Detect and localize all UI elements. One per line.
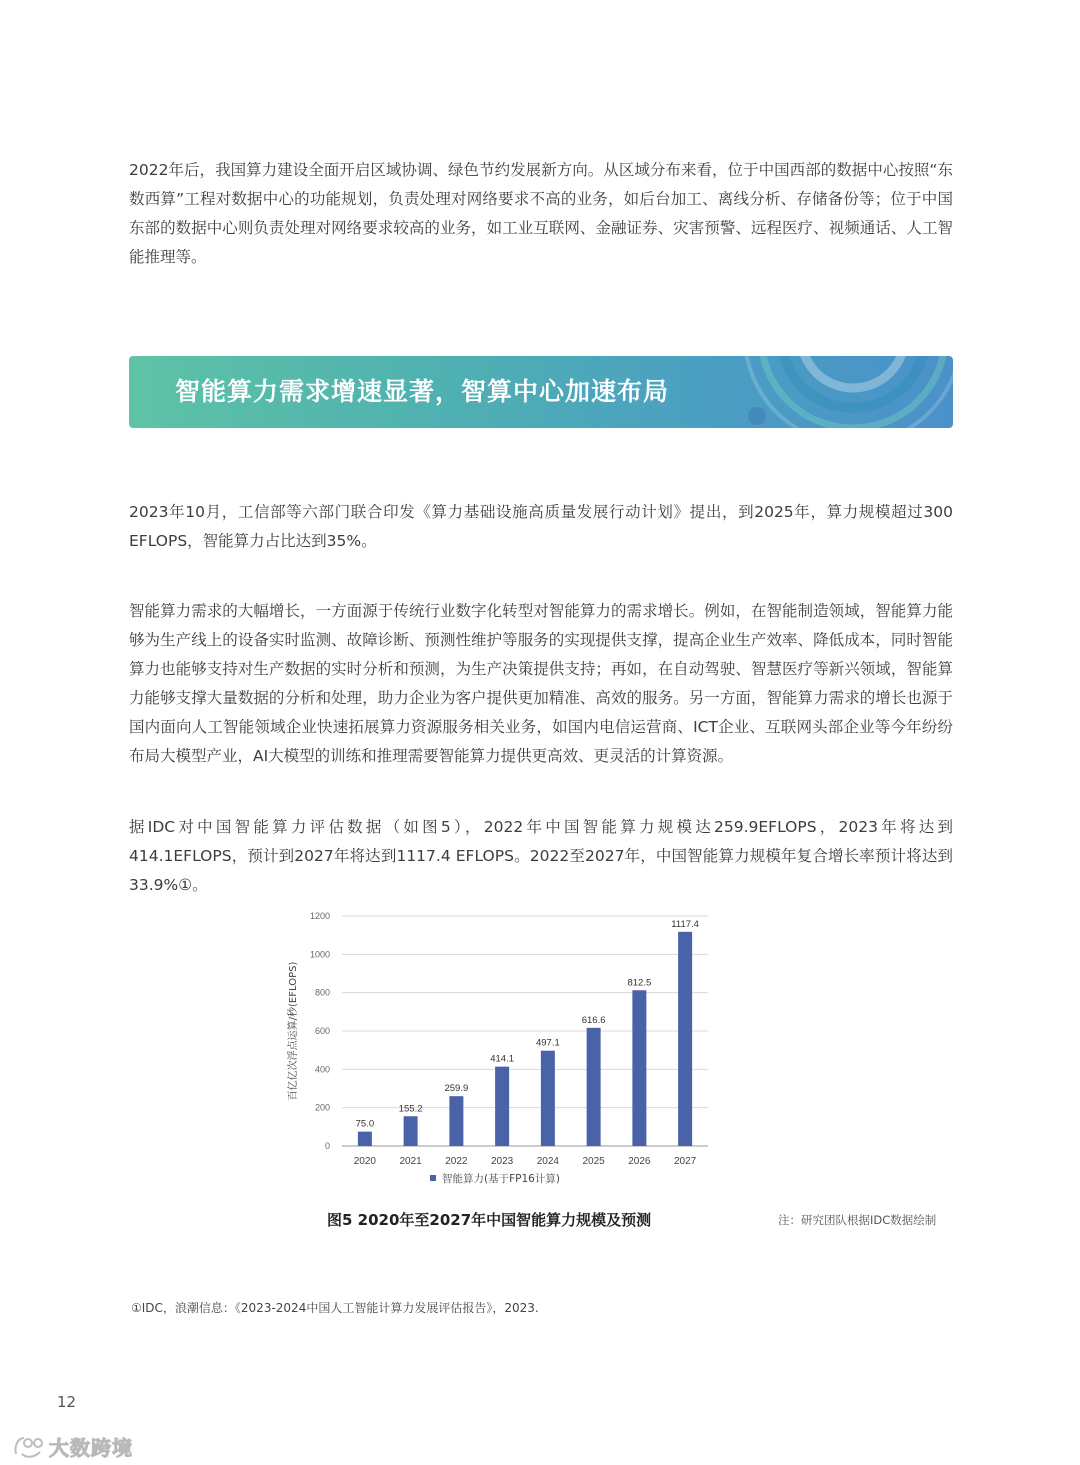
legend-label: 智能算力(基于FP16计算) (442, 1173, 560, 1185)
bar (404, 1116, 418, 1146)
y-tick-label: 600 (314, 1026, 330, 1036)
figure-note: 注：研究团队根据IDC数据绘制 (778, 1213, 937, 1227)
y-tick-label: 0 (324, 1141, 330, 1151)
footnote: ①IDC，浪潮信息：《2023-2024中国人工智能计算力发展评估报告》，2023. (131, 1301, 539, 1315)
x-tick-label: 2025 (582, 1156, 605, 1167)
bar (678, 932, 692, 1146)
watermark-text: 大数跨境 (49, 1436, 133, 1460)
data-label: 812.5 (627, 977, 652, 989)
y-axis-label: 百亿亿次浮点运算/秒(EFLOPS) (288, 961, 299, 1101)
bar (587, 1028, 601, 1146)
legend-swatch (430, 1175, 436, 1181)
y-tick-label: 400 (314, 1064, 330, 1075)
x-tick-label: 2026 (628, 1156, 651, 1167)
section-banner (129, 356, 953, 428)
intro-paragraph: 2022年后，我国算力建设全面开启区域协调、绿色节约发展新方向。从区域分布来看，位于中国西部的数据中心按照“东数西算”工程对数据中心的功能规划，负责处理对网络要求不高的业务，如后台加工、离线分析、存储备份等；位于中国东部的数据中心则负责处理对网络要求较高的业务，如工业互联网、金融证券、灾害预警、远程医疗、视频通话、人工智能推理等。 (129, 161, 953, 266)
data-label: 497.1 (535, 1037, 560, 1049)
policy-paragraph: 2023年10月，工信部等六部门联合印发《算力基础设施高质量发展行动计划》提出，到2025年，算力规模超过300 EFLOPS，智能算力占比达到35%。 (129, 503, 953, 550)
y-tick-label: 1000 (309, 949, 330, 960)
data-label: 1117.4 (671, 918, 699, 930)
bar (358, 1132, 372, 1146)
y-tick-label: 1200 (309, 911, 330, 921)
watermark (12, 1432, 152, 1460)
x-tick-label: 2020 (353, 1156, 376, 1167)
section-title: 智能算力需求增速显著，智算中心加速布局 (175, 377, 670, 406)
y-tick-label: 800 (314, 987, 330, 998)
data-label: 616.6 (581, 1014, 606, 1026)
compute-scale-bar-chart (280, 900, 720, 1200)
data-label: 75.0 (355, 1118, 375, 1130)
x-tick-label: 2021 (399, 1156, 422, 1167)
x-tick-label: 2023 (491, 1156, 514, 1167)
bar (632, 990, 646, 1146)
data-label: 414.1 (490, 1053, 515, 1065)
bar (449, 1096, 463, 1146)
concentric-rings-decoration (693, 356, 953, 428)
bar (541, 1051, 555, 1146)
x-tick-label: 2024 (536, 1156, 559, 1167)
data-label: 155.2 (398, 1103, 423, 1115)
y-tick-label: 200 (314, 1102, 330, 1113)
chart-svg (280, 900, 720, 1200)
demand-paragraph: 智能算力需求的大幅增长，一方面源于传统行业数字化转型对智能算力的需求增长。例如，在智能制造领域，智能算力能够为生产线上的设备实时监测、故障诊断、预测性维护等服务的实现提供支撑，提高企业生产效率、降低成本，同时智能算力也能够支持对生产数据的实时分析和预测，为生产决策提供支持；再如，在自动驾驶、智慧医疗等新兴领域，智能算力能够支撑大量数据的分析和处理，助力企业为客户提供更加精准、高效的服务。另一方面，智能算力需求的增长也源于国内面向人工智能领域企业快速拓展算力资源服务相关业务，如国内电信运营商、ICT企业、互联网头部企业等今年纷纷布局大模型产业，AI大模型的训练和推理需要智能算力提供更高效、更灵活的计算资源。 (129, 602, 953, 765)
figure-caption: 图5 2020年至2027年中国智能算力规模及预测 (327, 1211, 652, 1229)
idc-data-paragraph: 据IDC对中国智能算力评估数据（如图5），2022年中国智能算力规模达259.9EFLOPS，2023年将达到414.1EFLOPS，预计到2027年将达到1117.4 EFLOPS。2022至2027年，中国智能算力规模年复合增长率预计将达到33.9%①。 (129, 818, 953, 894)
data-label: 259.9 (444, 1083, 469, 1095)
x-tick-label: 2027 (674, 1156, 697, 1167)
x-tick-label: 2022 (445, 1156, 468, 1167)
bar (495, 1067, 509, 1146)
page-number: 12 (57, 1393, 77, 1411)
watermark-logo-icon (12, 1434, 46, 1460)
